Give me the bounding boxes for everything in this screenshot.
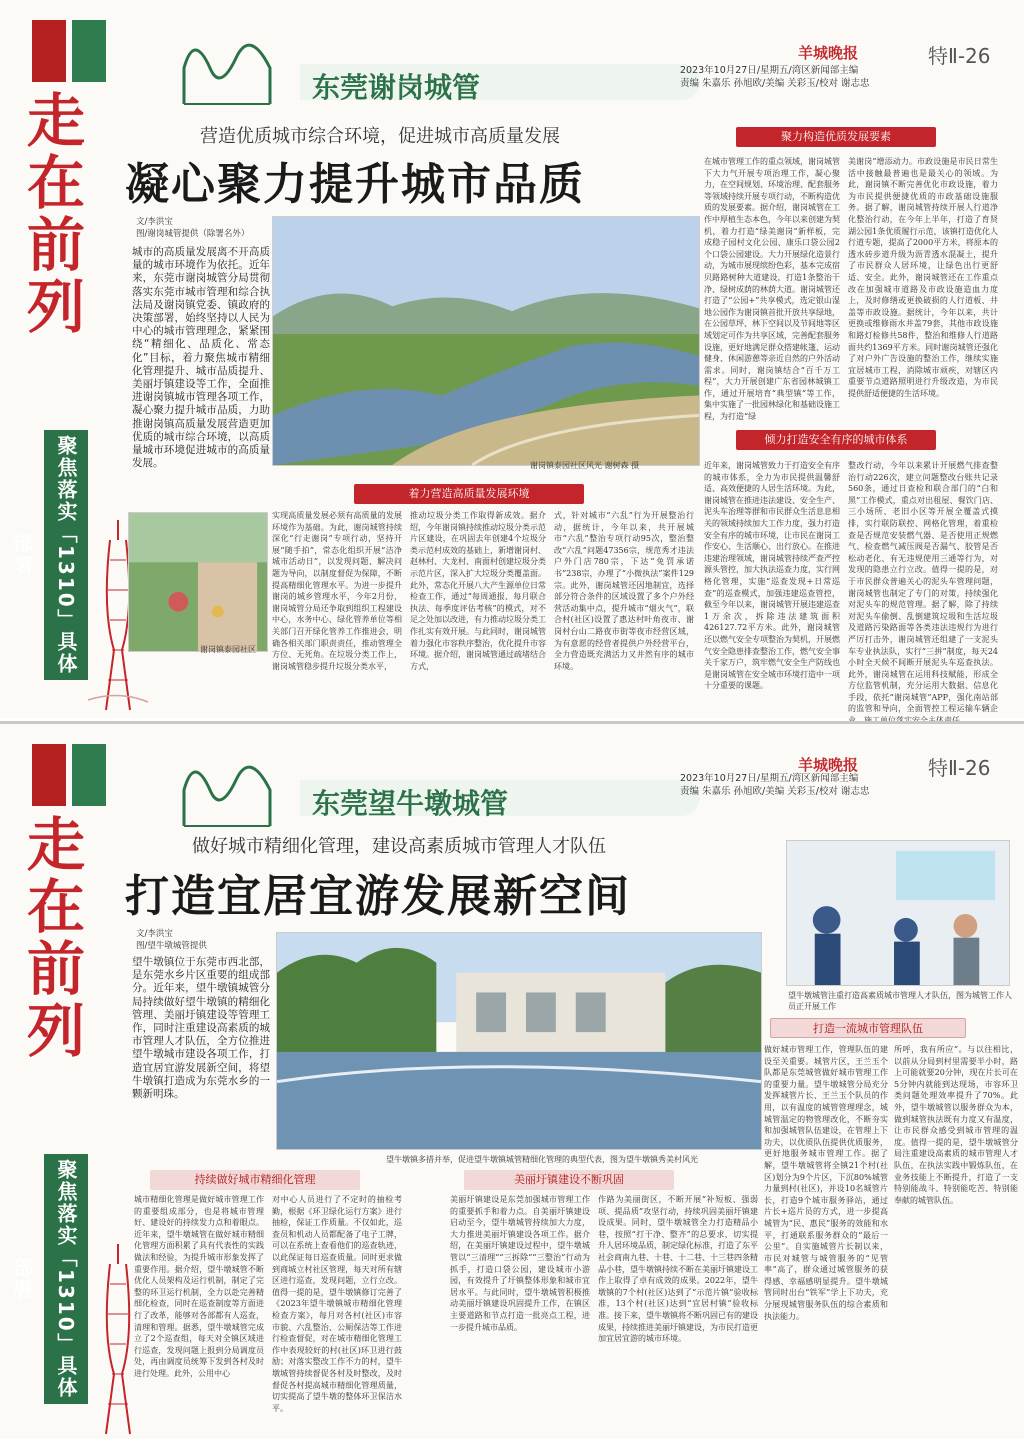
main-headline: 凝心聚力提升城市品质 [125, 159, 585, 210]
small-photo-caption: 谢岗镇泰园社区 [200, 645, 256, 654]
newspaper-logo: 羊城晚报 [798, 756, 859, 774]
wangniudun-page [0, 721, 1024, 1439]
article-column: 实现高质量发展必须有高质量的发展环境作为基础。为此，谢岗城管持续深化“行走谢岗”专项行动，坚持开展“随手拍”，常态化组织开展“洁净城市活动日”，以发现问题、解决问题为导向，以制度督促为保障，不断提高精细化管理水平。为进一步提升谢岗的城乡管理水平，今年2月份，谢岗城管分局还争取到组织工程建设中心，水务中心、绿化管养单位等相关部门召开绿化管养工作推进会，明确各相关部门职责责任，推动管理全方位、无死角。在垃圾分类工作上，谢岗城管稳步提升垃圾分类水平， [272, 511, 402, 671]
article-column: 对中心人员进行了不定时的抽检考勤，根据《环卫绿化运行方案》进行抽检，保证工作质量。不仅如此，巡查员和机动人员都配备了电子工牌，可以在系统上查看他们的巡查轨迹，以此保证每日巡查质量。同时更求做到商城立村社区管理，每天对所有辖区进行巡查，发现问题，立行立改。值得一提的是，望牛墩镇修订完善了《2023年望牛墩镇城市精细化管理检查方案》，每月对各村(社区)市容市貌、六乱整治、公厕保洁等工作进行检查督促，对在城市精细化管理工作中表现较好的村(社区)环卫进行鼓励；对落实整改工作不力的村，望牛墩城管持续督促各村及时整改，及时督促各村提高城市精细化管理质量，切实提高了望牛墩的整体环卫保洁水平。 [272, 1195, 402, 1413]
subhead-2: 持续做好城市精细化管理 [150, 1170, 360, 1190]
photo-credit: 图/谢岗城管提供（除署名外） [136, 229, 250, 239]
corner-block-red [32, 744, 66, 806]
deck-headline: 营造优质城市综合环境，促进城市高质量发展 [200, 126, 560, 147]
mountain-emblem [180, 750, 320, 830]
page-number: 特Ⅱ-26 [928, 44, 991, 68]
byline [136, 216, 249, 240]
editor-line: 责编 朱嘉乐 孙旭欧/美编 关彩玉/校对 谢志忠 [680, 78, 870, 89]
section-title: 东莞谢岗城管 [312, 71, 481, 104]
main-photo-caption: 谢岗镇泰园社区风光 谢树森 摄 [530, 461, 640, 470]
date-line: 2023年10月27日/星期五/湾区新闻部主编 [680, 65, 859, 76]
series-title: 走在前列 [17, 90, 85, 338]
subhead-3: 着力营造高质量发展环境 [354, 484, 584, 504]
lede-paragraph: 望牛墩镇位于东莞市西北部，是东莞水乡片区重要的组成部分。近年来，望牛墩镇城管分局持续做好望牛墩镇的精细化管理、美丽圩镇建设等管理工作，同时注重建设高素质的城市管理人才队伍，全方位推进望牛墩城市建设各项工作，打造宜居宜游发展新空间，将望牛墩镇打造成为东莞水乡的一颗新明珠。 [132, 956, 270, 1101]
article-column: 城市精细化管理是做好城市管理工作的重要组成部分，也是将城市管理好、建设好的持续发力点和着眼点。近年来，望牛墩城管在做好城市精细化管理方面积累了具有代表性的实践做法和经验，为提升城市形象发挥了重要作用。据介绍，望牛墩城管不断优化人员架构及运行机制，制定了完整的环卫运行机制，全力以赴完善精细化检查，同时在巡查制度等方面进行了改革，能够对各部都有人巡查，清理和管理。据悉，望牛墩城管完成立了2个巡查组，每天对全镇区域进行巡查，发现问题上报到分局调度员处，再由调度员统筹下发到各村及时进行处理。此外，公用中心 [134, 1195, 264, 1378]
article-column: 在城市管理工作的重点领域，谢岗城管下大力气开展专项治理工作，凝心聚力，在空间规划、环境治理、配套服务等领域持续开展专项行动，不断构造优质的发展要素。据介绍，谢岗城管在工作中厚植生态本色，今年以来创建为契机，着力打造“绿美谢岗”新样板，完成稳子园村文化公园、康乐口袋公园2个口袋公园建设。大力开展绿化造景行动，为城市展现缤纷色彩，基本完成宿贝路路树种大道建设，打造1条整治干净、绿树成荫的林荫大道。谢岗城管还打造了“公园+”共享模式，选定银山湿地公园作为谢岗镇首批开放共享绿地，在公园草坪、林下空间以及节间地等区域划定可作为共享区域，完善配套服务设施，更好地满足群众搭建帐篷、运动健身、休闲游憩等亲近自然的户外活动需求。同时，谢岗镇结合“百千万工程”，大力开展创建广东省园林城镇工作，通过开展培育“典型镇”等工作，集中实施了一批园林绿化和基础设施工程，为打造“绿 [704, 157, 840, 422]
corner-block-red [32, 20, 66, 82]
landscape-photo [272, 216, 700, 466]
series-title: 走在前列 [17, 814, 85, 1062]
article-column: 整改行动，今年以来累计开展燃气排查整治行动226次，建立问题整改台账共记录560条，通过日查检和联合部门的“白和黑”工作模式，重点对出租屋、餐饮门店、三小场所、老旧小区等开展全覆盖式摸排，实行联防联控、网格化管理，着重检查是否规范安装燃气器、是否使用正规燃气、检查燃气减压阀是否漏气、胶管是否松动老化、有无违规使用三通等行为，对发现的隐患立行立改。值得一提的是，对于市民群众普遍关心的泥头车管理问题，谢岗城管也制定了专门的对策，持续强化对泥头车的规范管理。据了解，除了持续对泥头车偷倒、乱倒建筑垃圾和生活垃圾及道路污染路面等各类违法违规行为进行严厉打击外，谢岗城管还组建了一支泥头车专业执法队，实行“三拼”制度，每天24小时全天候不间断开展泥头车巡查执法。此外，谢岗城管在运用科技赋能，形成全方位监管机制，充分运用大数据、信息化手段，依托“谢岗城管”APP，强化南站部的监管和导向，全面管控工程运输车辆企 [848, 461, 998, 714]
article-column: 美丽圩镇建设是东莞加强城市管理工作的重要抓手和着力点。自美丽圩镇建设启动至今，望牛墩城管持续加大力度，大力推进美丽圩镇建设各项工作。据介绍，在美丽圩镇建设过程中，望牛墩城管以“三清理”“三拆除”“三整治”行动为抓手，打造口袋公园，建设城市小游园，有效提升了圩镇整体形象和城市宜居水平。与此同时，望牛墩城管积极推动美丽圩镇建设巩固提升工作，在镇区主要道路和节点打造一批亮点工程，进一步提升城市品质。 [450, 1195, 590, 1332]
author: 文/李洪宝 [136, 929, 173, 939]
page-number: 特Ⅱ-26 [928, 756, 991, 780]
focus-banner: 聚焦落实「1310」具体部署 [44, 1154, 88, 1404]
focus-banner: 聚焦落实「1310」具体部署 [44, 430, 88, 680]
mountain-emblem [180, 28, 320, 108]
corner-block-green [72, 744, 106, 806]
subhead-3: 美丽圩镇建设不断巩固 [464, 1170, 674, 1190]
lede-paragraph: 城市的高质量发展离不开高质量的城市环境作为依托。近年来，东莞市谢岗城管分局贯彻落实东莞市城市管理和综合执法局及谢岗镇党委、镇政府的决策部署，始终坚持以人民为中心的城市管理理念，紧紧围绕“精细化、品质化、常态化”目标，着力聚焦城市精细化管理提升、城市品质提升、美丽圩镇建设等工作，全面推进谢岗镇城市管理各项工作，凝心聚力提升城市品质，力助推谢岗镇高质量发展营造更加优质的城市综合环境，以高质量城市环境促进城市的高质量发展。 [132, 246, 270, 470]
subhead-1: 打造一流城市管理队伍 [770, 1018, 966, 1038]
edition-info [680, 772, 1000, 798]
date-line: 2023年10月27日/星期五/湾区新闻部主编 [680, 773, 859, 784]
waterfront-photo [276, 932, 762, 1150]
edition-info [680, 64, 1000, 90]
subhead-1: 聚力构造优质发展要素 [736, 127, 936, 147]
main-photo-caption: 望牛墩镇多措并举，促进望牛墩镇城管精细化管理的典型代表，图为望牛墩镇秀美村风光 [386, 1155, 698, 1164]
article-column: 近年来，谢岗城管致力于打造安全有序的城市体系，全力为市民提供温馨舒适、高效便捷的人居生活环境。为此，谢岗城管在推进违法建设、安全生产、泥头车治理等群和市民群众生活息息相关的领域持续加大工作力度，强力打造安全有序的城市环境，让市民在谢岗工作安心、生活顺心、出行放心。在推进违建治理领域，谢岗城管持续严查严控源头管控，加大执法巡查力度，实行网格化管理，实施“巡查发现+日常巡查”的巡查模式，加强违建巡查管控，截至今年以来，谢岗城管开展违建巡查1万余次，拆除违法建筑面积426127.72平方米。此外，谢岗城管还以燃气安全专项整治为契机，开展燃气安全隐患排查整治工作，燃气安全事关千家万户，筑牢燃气安全生产防线也是谢岗城管在安全城市环境打造中一项十分重要的课题。 [704, 461, 840, 691]
article-column: 推动垃圾分类工作取得新成效。据介绍，今年谢岗镇持续推动垃圾分类示范片区建设，在巩固去年创建4个垃圾分类示范村成效的基础上，新增谢岗村、赵林村、大龙村、南面村创建垃圾分类示范片区，深入扩大垃圾分类覆盖面。此外，常态化开展八大产生源单位日常检查工作，通过“每周通报、每月联合执法、每季度评估考核”的模式，对不足之处加以改进，有力推动垃圾分类工作扎实有效开展。与此同时，谢岗城管着力强化市容秩序整治，优化提升市容环境。据介绍，谢岗城管通过疏堵结合方式， [410, 511, 546, 671]
staff-photo [786, 840, 1010, 986]
article-column: 式，针对城市“六乱”行为开展整治行动，据统计，今年以来，共开展城市“六乱”整治专项行动95次，整治整改“六乱”问题47356宗，规范秀才违法户外门店780宗，下达“免罚承诺书”238宗，办理了“小微执法”案件129宗。此外，谢岗城管还因地制宜，选择部分符合条件的区域设置了多个户外经营活动集中点，提升城市“烟火气”，联合村(社区)设置了惠达村叶角夜市、谢岗村台山二路夜市街等夜市经营区域，为有意愿的经营者提供户外经营平台，全力营造既充满活力又井然有序的城市环境。 [554, 511, 694, 671]
main-headline: 打造宜居宜游发展新空间 [125, 871, 631, 922]
corner-block-green [72, 20, 106, 82]
staff-photo-caption: 望牛墩城管注重打造高素质城市管理人才队伍，图为城管工作人员正开展工作 [788, 991, 1012, 1011]
photo-credit: 图/望牛墩城管提供 [136, 941, 207, 951]
article-column: 所呼，我有所应”。与以往相比，以前从分局到村里需要半小时，路上可能就要20分钟，现在片长可在5分钟内就能到达现场，市容环卫类问题处理效率提升了70%。此外，望牛墩城管以服务群众为本，做到城管执法既有力度又有温度，让市民群众感受到城市管理的温度。值得一提的是，望牛墩城管分局注重建设高素质的城市管理人才队伍，在执法实践中锻炼队伍，在业务技能上不断提升，打造了一支特别能战斗、特别能吃苦、特别能奉献的城管队伍。 [894, 1045, 1018, 1205]
article-column: 做好城市管理工作，管理队伍的建设至关重要。城管片区，王兰玉个队都是东莞城管做好城市管理工作的重要力量。望牛墩城管分局充分发挥城管片长、王兰玉个队员的作用，以有温度的城管管理理念，城城管温定的物管理改化，不断夯实和加强城管队伍建设，在管理上下功夫，以优质队伍提供优质服务，更好地服务城市管理工作。据了解，望牛墩城管将全镇21个村(社区)划分为9个片区，下沉80%城管力量到村(社区)，并设10名城管片长，打造9个城市服务驿站，通过片长+巡片员的方式，进一步提高城管为“民、惠民”服务的效能和水平，打通联系服务群众的“最后一公里”。自实施城管片长制以来，市民对城管与城管服务的“见管率”高了，群众通过城管服务的获得感、幸福感明显提升。望牛墩城管同时出台“铁军”学上下功夫，充分展现城管服务队伍的综合素质和执法能力。 [764, 1045, 888, 1321]
byline [136, 928, 207, 952]
author: 文/李洪宝 [136, 217, 173, 227]
xiegang-page [0, 0, 1024, 718]
section-title: 东莞望牛墩城管 [312, 787, 509, 820]
community-photo [128, 512, 268, 652]
newspaper-logo: 羊城晚报 [798, 44, 859, 62]
editor-line: 责编 朱嘉乐 孙旭欧/美编 关彩玉/校对 谢志忠 [680, 786, 870, 797]
article-column: 作路为美丽街区，不断开展“补短板、强弱项、提品质”攻坚行动，持续巩固美丽圩镇建设成果。同时，望牛墩城管全力打造精品小巷，按照“打干净、整齐”的总要求，切实提升人居环境品质，制定绿化标准，打造了东平社会商南九巷、十巷、十二巷、十三巷四条精品小巷，望牛墩镇持续不断在美丽圩镇建设工作上取得了卓有成效的成果。2022年，望牛墩镇的7个村(社区)达到了“示范片镇”验收标准，13个村(社区)达到“宜居村镇”验收标准。接下来，望牛墩镇将不断巩固已有的建设成果，持续推进美丽圩镇建设，为市民打造更加宜居宜游的城市环境。 [598, 1195, 758, 1344]
article-column: 美谢岗”增添动力。市政设施是市民日常生活中接触最普遍也是最关心的领域。为此，谢岗镇不断完善优化市政设施，着力为市民提供便捷优质的市政基础设施服务。据了解，谢岗城管持续开展人行道净化整治行动，在今年上半年，打造了育贤湖公园1条优质履行示范，该镇打造优化人行道专题，提高了2000平方米，将原本的透水砖步道升级为沥青透水混凝土，提升了市民群众人居环境，让绿色出行更舒适、安全。此外，谢岗城管还在工作重点改在加强城市道路及市政设施造血力度上，及时修缮或更换破损的人行道板、井盖等市政设施。据统计，今年以来，共计更换或维修雨水井盖79套，其他市政设施和路灯检修共58件，整治和维修人行道路面共约1369平方米。同时谢岗城管还强化了对户外广告设施的整治工作，继续实施宜居城市工程，消除城市顽疾，对辖区内重要节点道路照明进行升级改造，为市民提供舒适便捷的生活环境。 [848, 157, 998, 398]
subhead-2: 倾力打造安全有序的城市体系 [736, 430, 936, 450]
deck-headline: 做好城市精细化管理，建设高素质城市管理人才队伍 [192, 836, 606, 857]
